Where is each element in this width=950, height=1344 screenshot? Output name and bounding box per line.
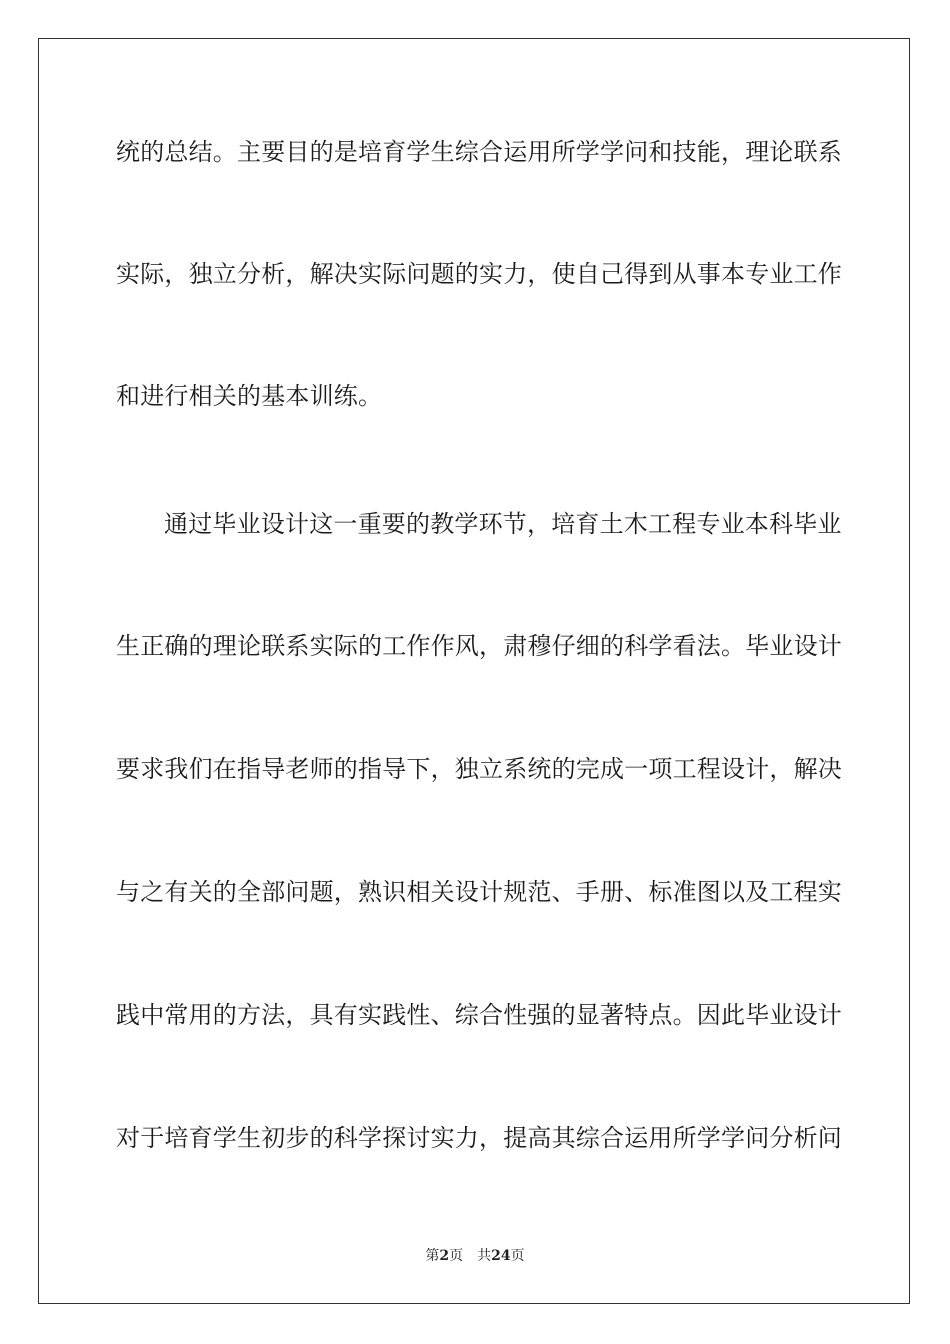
body-text-line: 践中常用的方法，具有实践性、综合性强的显著特点。因此毕业设计 bbox=[116, 1001, 842, 1029]
page-footer bbox=[0, 1246, 950, 1266]
body-text-line: 生正确的理论联系实际的工作作风，肃穆仔细的科学看法。毕业设计 bbox=[116, 632, 842, 660]
page-border bbox=[38, 38, 910, 1304]
total-prefix: 共 bbox=[477, 1248, 492, 1264]
body-text-line: 统的总结。主要目的是培育学生综合运用所学学问和技能，理论联系 bbox=[116, 138, 842, 166]
page-number: 2 bbox=[439, 1248, 450, 1264]
paragraph-first-line: 通过毕业设计这一重要的教学环节，培育土木工程专业本科毕业 bbox=[164, 510, 842, 538]
body-text-line: 与之有关的全部问题，熟识相关设计规范、手册、标准图以及工程实 bbox=[116, 878, 842, 906]
total-suffix: 页 bbox=[510, 1248, 525, 1264]
body-text-line: 对于培育学生初步的科学探讨实力，提高其综合运用所学学问分析问 bbox=[116, 1124, 842, 1152]
page-prefix: 第 bbox=[425, 1248, 440, 1264]
page-suffix: 页 bbox=[449, 1248, 464, 1264]
body-text-line: 要求我们在指导老师的指导下，独立系统的完成一项工程设计，解决 bbox=[116, 755, 842, 783]
total-pages: 24 bbox=[491, 1248, 511, 1264]
body-text-line: 实际，独立分析，解决实际问题的实力，使自己得到从事本专业工作 bbox=[116, 260, 842, 288]
body-text-line: 和进行相关的基本训练。 bbox=[116, 382, 383, 410]
